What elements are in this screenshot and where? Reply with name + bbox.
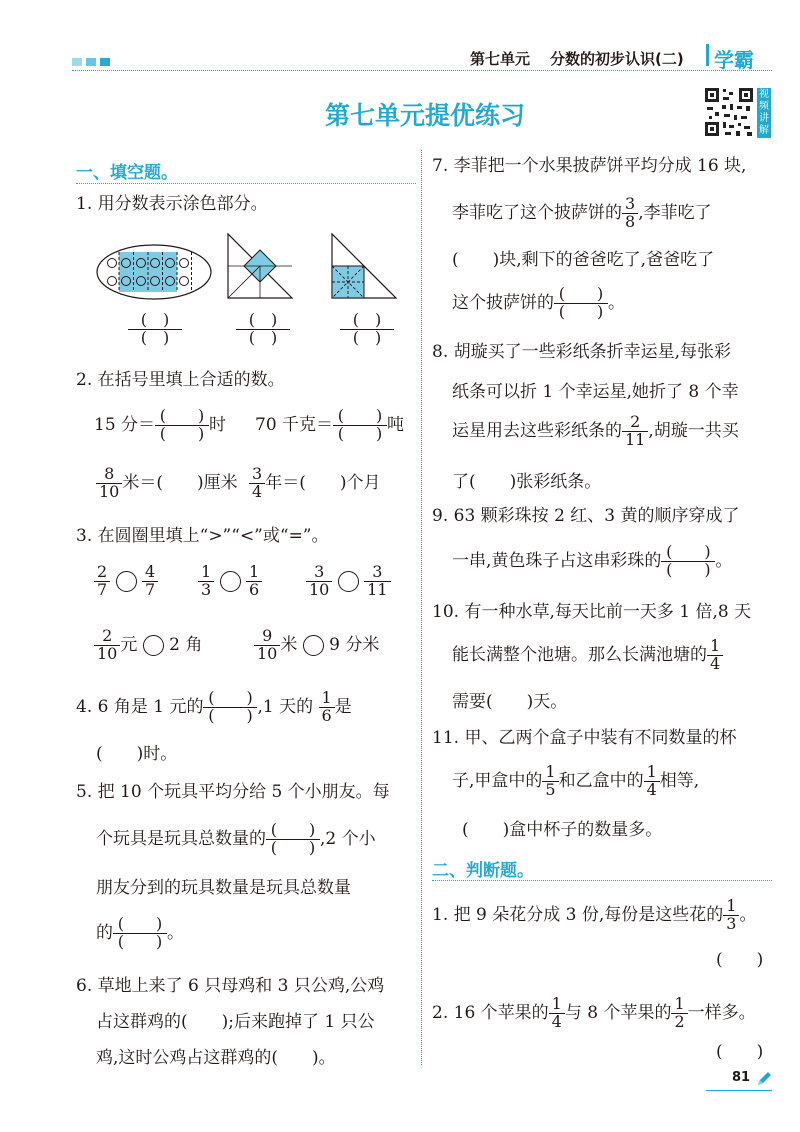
q1-answer-2[interactable]: ( ) ( ) [236, 312, 290, 347]
q6-line1: 6. 草地上来了 6 只母鸡和 3 只公鸡,公鸡 [76, 976, 385, 996]
compare-circle[interactable] [220, 571, 241, 592]
brand-logo: 学霸 [714, 48, 754, 72]
compare-circle[interactable] [116, 571, 137, 592]
q10-line3: 需要( )天。 [452, 692, 568, 712]
q10-line1: 10. 有一种水草,每天比前一天多 1 倍,8 天 [432, 602, 752, 622]
q3-text: 3. 在圆圈里填上“>”“<”或“=”。 [76, 526, 329, 546]
q7-line3: ( )块,剩下的爸爸吃了,爸爸吃了 [452, 250, 715, 270]
q9-line1: 9. 63 颗彩珠按 2 红、3 黄的顺序穿成了 [432, 506, 740, 526]
page-title: 第七单元提优练习 [324, 101, 525, 130]
header-divider [706, 44, 709, 66]
page-number: 81 [732, 1070, 751, 1085]
q6-line2: 占这群鸡的( );后来跑掉了 1 只公 [96, 1012, 375, 1032]
q1-answer-1[interactable]: ( ) ( ) [128, 312, 182, 347]
q5-line3: 朋友分到的玩具数量是玩具总数量 [96, 878, 351, 898]
q3-row2: $\frac{2}{10}$ 元 2 角 [94, 628, 202, 663]
q2-line1b: 70 千克＝ $\frac{( )}{( )}$ 吨 [255, 406, 405, 443]
section-fill-title: 一、填空题。 [76, 163, 178, 183]
q4-line2: ( )时。 [96, 744, 178, 764]
qr-code [703, 86, 755, 138]
apple-ellipse-figure [94, 242, 214, 302]
q4-line1: 4. 6 角是 1 元的 $\frac{( )}{( )}$ ,1 天的 $\frac{1}{6}$ 是 [76, 688, 352, 725]
j1-line: 1. 把 9 朵花分成 3 份,每份是这些花的 $\frac{1}{3}$ 。 [432, 896, 757, 933]
q3-row2b: $\frac{9}{10}$ 米 9 分米 [254, 628, 379, 663]
q3-row1c: $\frac{3}{10}$ $\frac{3}{11}$ [306, 564, 391, 599]
q2-blank-1[interactable]: $\frac{( )}{( )}$ [155, 408, 209, 443]
q2-line1: 15 分＝ $\frac{( )}{( )}$ 时 [94, 406, 227, 443]
q1-answer-3[interactable]: ( ) ( ) [340, 312, 394, 347]
q3-row1: $\frac{2}{7}$ $\frac{4}{7}$ [94, 564, 158, 599]
section-judge-title: 二、判断题。 [432, 861, 534, 881]
column-divider [421, 150, 422, 1065]
q1-text: 1. 用分数表示涂色部分。 [76, 194, 268, 214]
header-rule [72, 70, 772, 71]
header-unit: 第七单元 [470, 50, 531, 68]
j2-answer[interactable]: ( ) [716, 1042, 764, 1062]
q2-blank-2[interactable]: $\frac{( )}{( )}$ [333, 408, 387, 443]
q5-line1: 5. 把 10 个玩具平均分给 5 个小朋友。每 [76, 782, 390, 802]
q8-line3: 运星用去这些彩纸条的 $\frac{2}{11}$ ,胡璇一共买 [452, 412, 739, 449]
j2-line: 2. 16 个苹果的 $\frac{1}{4}$ 与 8 个苹果的 $\frac{1}{2}$ 一样多。 [432, 994, 756, 1031]
pencil-icon [755, 1070, 773, 1088]
triangle-square-figure [330, 232, 398, 300]
triangle-diamond-figure [226, 232, 294, 300]
q5-line2: 个玩具是玩具总数量的 $\frac{( )}{( )}$ ,2 个小 [96, 820, 376, 857]
q9-line2: 一串,黄色珠子占这串彩珠的 $\frac{( )}{( )}$ 。 [452, 542, 733, 579]
q8-line2: 纸条可以折 1 个幸运星,她折了 8 个幸 [452, 382, 739, 402]
q8-line1: 8. 胡璇买了一些彩纸条折幸运星,每张彩 [432, 342, 732, 362]
qr-label: 视 频 讲 解 [759, 89, 769, 136]
compare-circle[interactable] [303, 635, 324, 656]
q7-line2: 李菲吃了这个披萨饼的 $\frac{3}{8}$ ,李菲吃了 [452, 194, 712, 231]
section-judge-underline [432, 880, 772, 881]
q11-line3: ( )盒中杯子的数量多。 [462, 820, 663, 840]
header-marks [72, 58, 120, 66]
q3-row1b: $\frac{1}{3}$ $\frac{1}{6}$ [198, 564, 262, 599]
q7-line4: 这个披萨饼的 $\frac{( )}{( )}$ 。 [452, 284, 625, 321]
q11-line2: 子,甲盒中的 $\frac{1}{5}$ 和乙盒中的 $\frac{1}{4}$ 相等, [452, 762, 700, 799]
header-topic: 分数的初步认识(二) [550, 50, 684, 68]
q5-line4: 的 $\frac{( )}{( )}$ 。 [96, 914, 184, 951]
q6-line3: 鸡,这时公鸡占这群鸡的( )。 [96, 1048, 336, 1068]
q11-line1: 11. 甲、乙两个盒子中装有不同数量的杯 [432, 728, 737, 748]
compare-circle[interactable] [338, 571, 359, 592]
q7-line1: 7. 李菲把一个水果披萨饼平均分成 16 块, [432, 156, 747, 176]
j1-answer[interactable]: ( ) [716, 950, 764, 970]
q2-text: 2. 在括号里填上合适的数。 [76, 370, 285, 390]
q10-line2: 能长满整个池塘。那么长满池塘的 $\frac{1}{4}$ [452, 638, 723, 673]
section-fill-underline [76, 183, 416, 184]
q8-line4: 了( )张彩纸条。 [452, 472, 602, 492]
compare-circle[interactable] [143, 635, 164, 656]
q2-line2: $\frac{8}{10}$ 米＝( )厘米 $\frac{3}{4}$ 年＝( )个月 [96, 466, 380, 501]
footer-rule [706, 1090, 772, 1091]
